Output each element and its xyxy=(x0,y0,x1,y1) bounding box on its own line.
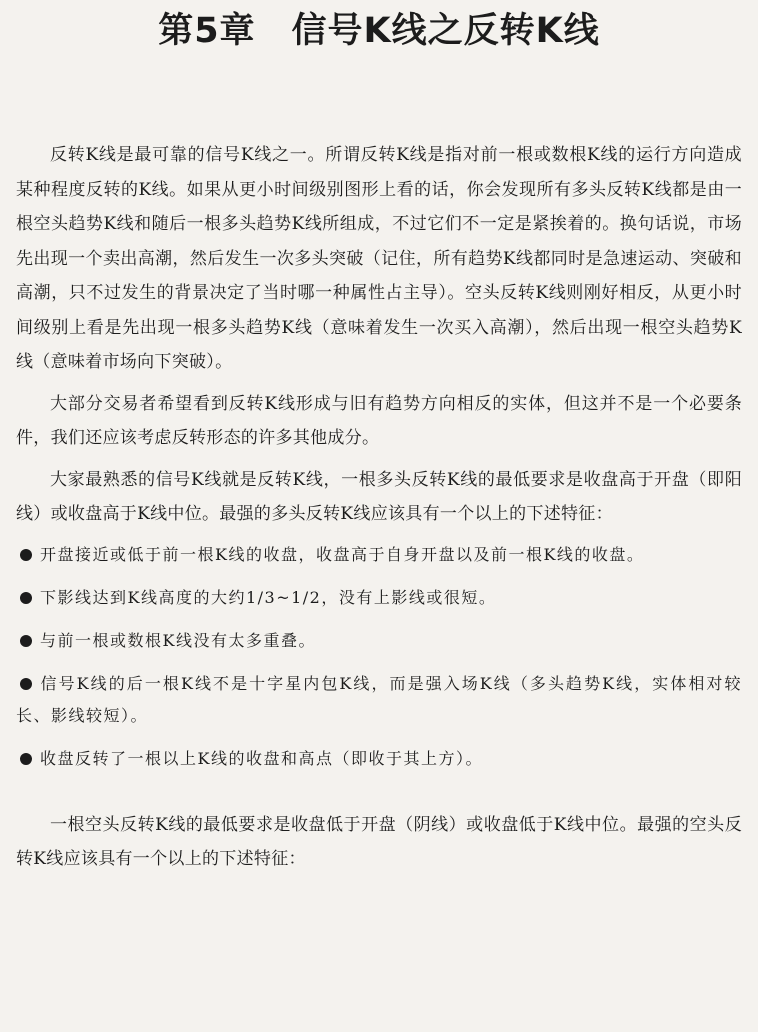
list-item xyxy=(16,625,742,657)
list-item-text: 下影线达到K线高度的大约1/3~1/2，没有上影线或很短。 xyxy=(40,587,497,607)
chapter-title: 第5章 信号K线之反转K线 xyxy=(158,11,600,51)
list-item-text: 收盘反转了一根以上K线的收盘和高点（即收于其上方）。 xyxy=(40,748,483,768)
bullet-dot-icon xyxy=(20,549,32,561)
list-item xyxy=(16,668,742,732)
paragraph-body-direction: 大部分交易者希望看到反转K线形成与旧有趋势方向相反的实体，但这并不是一个必要条件，我们还应该考虑反转形态的许多其他成分。 xyxy=(16,393,742,448)
section-spacer xyxy=(16,786,742,808)
list-item xyxy=(16,743,742,775)
list-item xyxy=(16,582,742,614)
list-item xyxy=(16,539,742,571)
title-spacer xyxy=(16,56,742,138)
paragraph-intro: 反转K线是最可靠的信号K线之一。所谓反转K线是指对前一根或数根K线的运行方向造成某种程度反转的K线。如果从更小时间级别图形上看的话，你会发现所有多头反转K线都是由一根空头趋势K线和随后一根多头趋势K线所组成，不过它们不一定是紧挨着的。换句话说，市场先出现一个卖出高潮，然后发生一次多头突破（记住，所有趋势K线都同时是急速运动、突破和高潮，只不过发生的背景决定了当时哪一种属性占主导）。空头反转K线则刚好相反，从更小时间级别上看是先出现一根多头趋势K线（意味着发生一次买入高潮），然后出现一根空头趋势K线（意味着市场向下突破）。 xyxy=(16,145,742,372)
paragraph-bull-reversal: 大家最熟悉的信号K线就是反转K线，一根多头反转K线的最低要求是收盘高于开盘（即阳线）或收盘高于K线中位。最强的多头反转K线应该具有一个以上的下述特征： xyxy=(16,469,742,524)
bullet-dot-icon xyxy=(20,678,32,690)
list-item-text: 与前一根或数根K线没有太多重叠。 xyxy=(40,630,316,650)
bull-reversal-features-list xyxy=(16,539,742,775)
bullet-dot-icon xyxy=(20,635,32,647)
bullet-dot-icon xyxy=(20,592,32,604)
list-item-text: 信号K线的后一根K线不是十字星内包K线，而是强入场K线（多头趋势K线，实体相对较长、影线较短）。 xyxy=(16,673,742,725)
bullet-dot-icon xyxy=(20,753,32,765)
list-item-text: 开盘接近或低于前一根K线的收盘，收盘高于自身开盘以及前一根K线的收盘。 xyxy=(40,544,645,564)
paragraph-bear-reversal: 一根空头反转K线的最低要求是收盘低于开盘（阴线）或收盘低于K线中位。最强的空头反转K线应该具有一个以上的下述特征： xyxy=(16,814,742,869)
